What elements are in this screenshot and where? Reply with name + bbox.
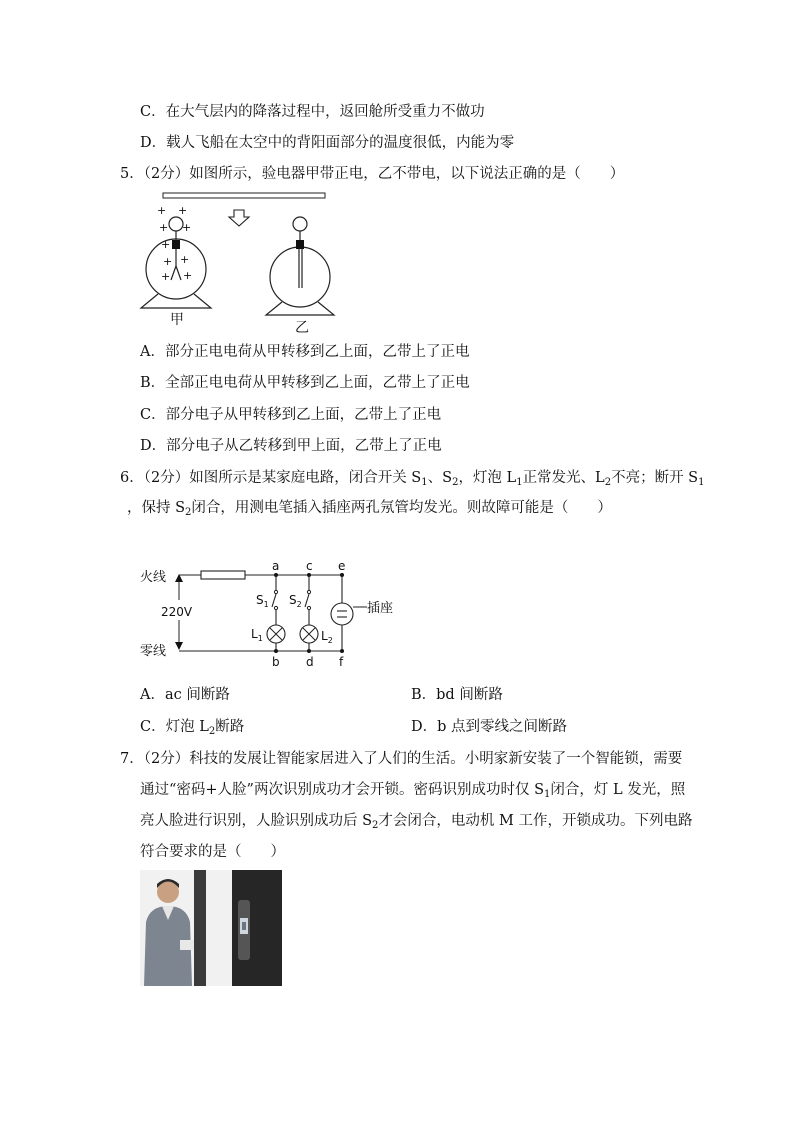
household-circuit-diagram	[135, 558, 415, 673]
q7-stem-line3: 亮人脸进行识别，人脸识别成功后 $S_2$才会闭合，电动机 M 工作，开锁成功。下列电路	[140, 813, 693, 831]
q5-option-b: B．全部正电电荷从甲转移到乙上面，乙带上了正电	[140, 375, 470, 391]
q6-option-b: B．bd 间断路	[411, 687, 503, 703]
svg-text:L1: $L_1$	[251, 627, 263, 643]
q5-option-d: D．部分电子从乙转移到甲上面，乙带上了正电	[140, 438, 442, 454]
neutral-wire-label: 零线	[140, 644, 167, 659]
q4-option-d: D．载人飞船在太空中的背阳面部分的温度很低，内能为零	[140, 135, 515, 151]
svg-text:S1: $S_1$	[256, 593, 269, 609]
charge-sign: +	[163, 255, 173, 268]
q6-option-d: D．b 点到零线之间断路	[411, 719, 568, 735]
charge-sign: +	[180, 253, 190, 266]
q6-stem-line2: ，保持 $S_2$闭合，用测电笔插入插座两孔氖管均发光。则故障可能是（ ）	[127, 500, 612, 518]
q6-option-a: A．ac 间断路	[140, 687, 230, 703]
node-label: d	[306, 655, 314, 669]
charge-sign: +	[183, 269, 193, 282]
q5-option-a: A．部分正电电荷从甲转移到乙上面，乙带上了正电	[140, 344, 470, 360]
charge-sign: +	[157, 204, 167, 217]
charge-sign: +	[182, 221, 192, 234]
electroscope-jia	[141, 217, 211, 308]
charge-sign: +	[178, 204, 188, 217]
q5-stem: 5．（2分）如图所示，验电器甲带正电，乙不带电，以下说法正确的是（ ）	[120, 166, 625, 182]
socket-label: 插座	[367, 601, 394, 616]
q7-stem-line2: 通过“密码+人脸”两次识别成功才会开锁。密码识别成功时仅 $S_1$闭合，灯 L 发光，照	[140, 782, 686, 800]
electroscope-figure	[135, 190, 345, 335]
voltage-label: 220V	[161, 605, 193, 619]
label-yi: 乙	[295, 320, 309, 335]
q5-option-c: C．部分电子从甲转移到乙上面，乙带上了正电	[140, 407, 442, 423]
svg-text:L2: $L_2$	[321, 629, 333, 645]
q7-stem-line1: 7．（2分）科技的发展让智能家居进入了人们的生活。小明家新安装了一个智能锁，需要	[120, 751, 683, 767]
live-wire-label: 火线	[140, 570, 167, 585]
node-label: b	[272, 655, 280, 669]
charge-sign: +	[161, 238, 171, 251]
svg-text:S2: $S_2$	[289, 593, 302, 609]
q4-option-c: C．在大气层内的降落过程中，返回舱所受重力不做功	[140, 104, 485, 120]
node-label: c	[306, 559, 313, 573]
q7-stem-line4: 符合要求的是（ ）	[140, 844, 285, 860]
q6-stem-line1: 6．（2分）如图所示是某家庭电路，闭合开关 $S_1$、$S_2$，灯泡 $L_1$正常发光、$L_2$不亮；断开 $S_1$	[120, 470, 705, 488]
charge-sign: +	[159, 221, 169, 234]
node-label: e	[338, 559, 346, 573]
fuse-resistor	[201, 571, 245, 579]
electroscope-yi	[266, 217, 334, 315]
charge-sign: +	[161, 270, 171, 283]
smart-lock-photo	[140, 870, 282, 986]
socket-symbol	[331, 603, 353, 625]
q6-option-c: C．灯泡 $L_2$断路	[140, 719, 245, 737]
node-label: f	[339, 655, 344, 669]
label-jia: 甲	[170, 312, 184, 328]
node-label: a	[272, 559, 280, 573]
